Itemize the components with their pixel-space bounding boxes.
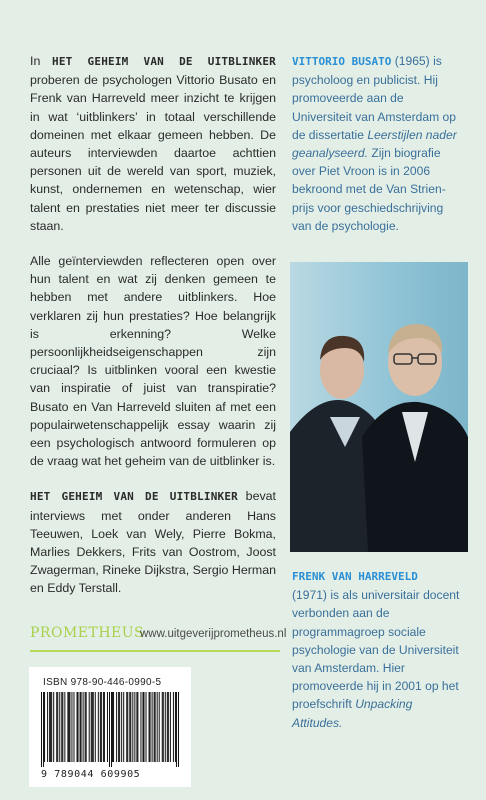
barcode-bar xyxy=(123,692,124,762)
barcode-bar xyxy=(68,692,69,762)
barcode-bar xyxy=(178,692,179,767)
barcode-bar xyxy=(157,692,158,762)
barcode-bar xyxy=(57,692,58,762)
intro-paragraph xyxy=(30,52,276,235)
author-year-busato: (1965) xyxy=(394,54,430,68)
barcode-bar xyxy=(62,692,63,762)
barcode-bar xyxy=(56,692,57,762)
barcode-bar xyxy=(49,692,50,762)
barcode-bar xyxy=(162,692,163,762)
barcode-bar xyxy=(154,692,155,762)
barcode-bar xyxy=(143,692,144,762)
barcode-bar xyxy=(137,692,138,762)
barcode-bar xyxy=(173,692,174,762)
barcode-bar xyxy=(93,692,94,762)
barcode-bar xyxy=(67,692,68,762)
isbn-text: ISBN 978-90-446-0990-5 xyxy=(43,677,162,688)
barcode-bar xyxy=(64,692,65,762)
barcode-number: 9 789044 609905 xyxy=(41,769,141,780)
barcode-box xyxy=(29,667,191,787)
barcode-bar xyxy=(71,692,72,762)
barcode-bar xyxy=(47,692,48,762)
barcode-bar xyxy=(130,692,131,762)
barcode-bar xyxy=(136,692,137,762)
barcode-bar xyxy=(118,692,119,762)
author-name-busato: VITTORIO BUSATO xyxy=(292,55,392,68)
author-bio-busato xyxy=(292,52,464,235)
barcode-bar xyxy=(132,692,133,762)
barcode-bar xyxy=(176,692,177,767)
book-title-inline-2: HET GEHEIM VAN DE UITBLINKER xyxy=(30,490,238,504)
dissertation-busato: Leerstijlen nader geanalyseerd. xyxy=(292,127,457,161)
barcode-bar xyxy=(140,692,141,762)
barcode-bar xyxy=(85,692,86,762)
barcode-bar xyxy=(168,692,169,762)
barcode-bar xyxy=(77,692,78,762)
barcode-bar xyxy=(83,692,84,762)
barcode-bar xyxy=(89,692,90,762)
barcode-bar xyxy=(50,692,51,762)
divider-line xyxy=(30,650,280,652)
barcode-bar xyxy=(167,692,168,762)
barcode-bar xyxy=(109,692,110,767)
publisher-url[interactable]: www.uitgeverijprometheus.nl xyxy=(140,628,287,640)
barcode-bar xyxy=(152,692,153,762)
barcode-bar xyxy=(81,692,82,762)
third-text: bevat interviews met onder anderen Hans Teeuwen, Loek van Wely, Pierre Bokma, Marlies Dekkers, Frits van Oostrom, Joost Zwagerman, Rineke Dijkstra, Sergio Herman en Eddy Terstall. xyxy=(30,489,276,596)
dissertation-van-harreveld: Unpacking Attitudes. xyxy=(292,697,413,730)
barcode-bar xyxy=(134,692,135,762)
barcode-bar xyxy=(121,692,122,762)
barcode-bar xyxy=(146,692,147,762)
barcode-bar xyxy=(101,692,102,762)
author-text-van-harreveld: (1971) is als universitair docent verbonden aan de programmagroep sociale psychologie van de Universiteit van Amsterdam. Hier promoveerde hij in 2001 op het proefschrift xyxy=(292,588,460,712)
barcode-bar xyxy=(113,692,114,762)
author-text-busato-b: Zijn biografie over Piet Vroon is in 2006 bekroond met de Van Strien-prijs voor geschiedschrijving van de psychologie. xyxy=(292,146,446,233)
barcode-bar xyxy=(165,692,166,762)
barcode-bar xyxy=(142,692,143,762)
barcode-bar xyxy=(170,692,171,762)
barcode-bar xyxy=(149,692,150,762)
barcode-bars xyxy=(41,692,179,767)
barcode-bar xyxy=(86,692,87,762)
publisher-logo: PROMETHEUS xyxy=(30,625,145,641)
barcode-bar xyxy=(51,692,52,762)
barcode-bar xyxy=(43,692,44,767)
barcode-bar xyxy=(59,692,60,762)
barcode-bar xyxy=(78,692,79,762)
barcode-bar xyxy=(73,692,74,762)
barcode-bar xyxy=(175,692,176,762)
author-text-busato-a: is psycholoog en publicist. Hij promoveerde aan de Universiteit van Amsterdam op de dissertatie xyxy=(292,54,457,142)
barcode-bar xyxy=(44,692,45,762)
barcode-bar xyxy=(69,692,70,762)
barcode-bar xyxy=(159,692,160,762)
book-title-inline: HET GEHEIM VAN DE UITBLINKER xyxy=(52,55,276,68)
barcode-bar xyxy=(103,692,104,762)
barcode-bar xyxy=(107,692,108,762)
barcode-bar xyxy=(95,692,96,762)
barcode-bar xyxy=(119,692,120,762)
author-name-van-harreveld: FRENK VAN HARREVELD xyxy=(292,570,418,583)
intro-prefix: In xyxy=(30,54,41,68)
barcode-bar xyxy=(61,692,62,762)
barcode-bar xyxy=(150,692,151,762)
authors-photo xyxy=(290,262,468,552)
barcode-bar xyxy=(53,692,54,762)
authors-photo-illustration xyxy=(290,262,468,552)
barcode-bar xyxy=(91,692,92,762)
barcode-bar xyxy=(80,692,81,762)
barcode-bar xyxy=(116,692,117,762)
author-bio-van-harreveld xyxy=(292,568,464,732)
barcode-bar xyxy=(155,692,156,762)
barcode-bar xyxy=(112,692,113,762)
third-paragraph xyxy=(30,487,276,597)
second-paragraph: Alle geïnterviewden reflecteren open over hun talent en wat zij denken gemeen te hebben met andere uitblinkers. Hoe verklaren zij hun prestaties? Hoe belangrijk is erkenning? Welke persoonlijkheidseigenschappen zijn cruciaal? Is uitblinken vooral een kwestie van inspiratie of juist van transpiratie? Busato en Van Harreveld sluiten af met een populairwetenschappelijk essay waarin zij een psychologisch antwoord formuleren op de vraag wat het geheim van de uitblinker is. xyxy=(30,254,276,469)
barcode-bar xyxy=(111,692,112,767)
barcode-bar xyxy=(129,692,130,762)
barcode-bar xyxy=(92,692,93,762)
barcode-bar xyxy=(100,692,101,762)
back-cover-text xyxy=(30,52,276,615)
publisher-row xyxy=(30,625,287,645)
barcode-bar xyxy=(163,692,164,762)
barcode-bar xyxy=(104,692,105,762)
barcode-bar xyxy=(98,692,99,762)
barcode-bar xyxy=(126,692,127,762)
intro-text: proberen de psychologen Vittorio Busato en Frenk van Harreveld meer inzicht te krijgen in wat ‘uitblinkers’ in totaal verschillende domeinen met elkaar gemeen hebben. De auteurs interviewden daartoe achttien personen uit de wereld van sport, muziek, kunst, ondernemen en wetenschap, wier talent en prestaties niet meer ter discussie staan. xyxy=(30,73,276,233)
barcode-bar xyxy=(127,692,128,762)
barcode-bar xyxy=(41,692,42,767)
